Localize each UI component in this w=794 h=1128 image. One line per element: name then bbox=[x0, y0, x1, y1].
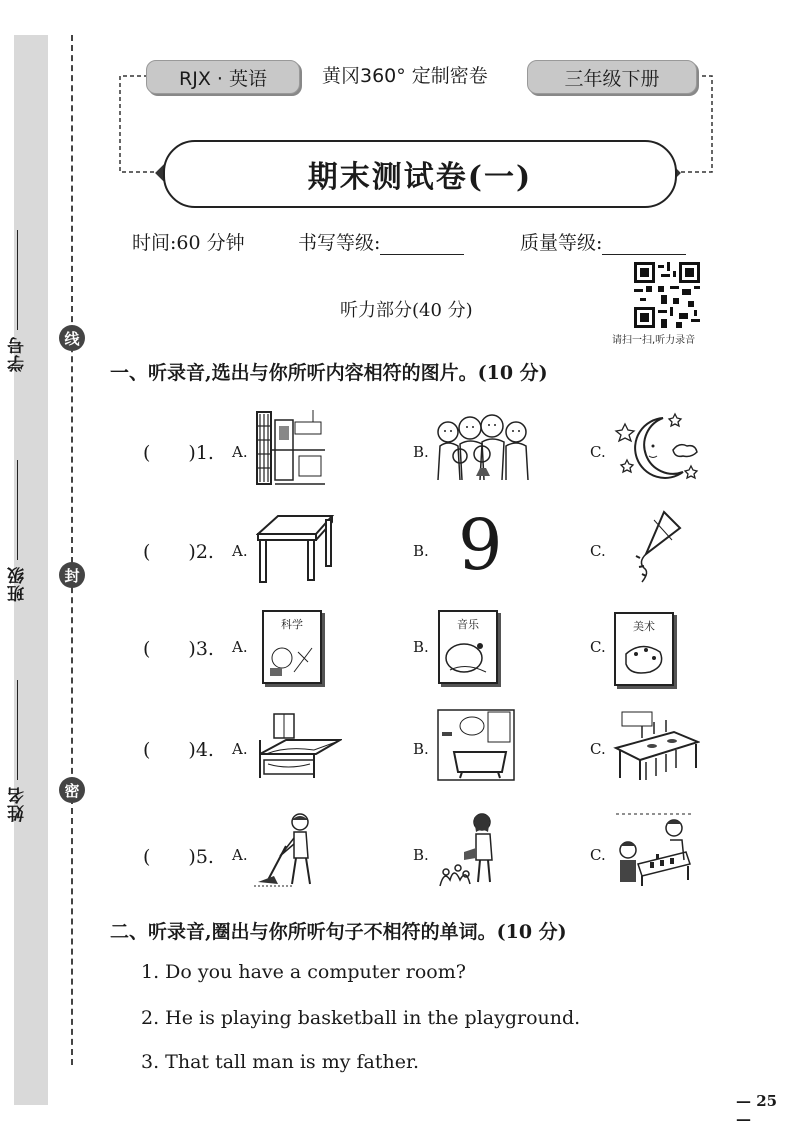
q2-number: ( )2. bbox=[143, 541, 214, 563]
q2-option-b-label: B. bbox=[413, 542, 429, 560]
q3-option-a-label: A. bbox=[232, 638, 248, 656]
writing-grade-blank bbox=[380, 232, 464, 255]
section2-title: 二、听录音,圈出与你所听句子不相符的单词。(10 分) bbox=[110, 921, 567, 943]
number-nine[interactable]: 9 bbox=[458, 504, 503, 586]
science-book-title: 科学 bbox=[281, 618, 303, 631]
q5-option-a-label: A. bbox=[232, 846, 248, 864]
grade-pill: 三年级下册 bbox=[527, 60, 697, 94]
sentence-1: 1. Do you have a computer room? bbox=[141, 961, 466, 983]
kite-picture[interactable] bbox=[624, 510, 682, 586]
class-label: 班级 bbox=[7, 566, 28, 602]
qr-caption: 请扫一扫,听力录音 bbox=[612, 335, 696, 346]
q3-number: ( )3. bbox=[143, 638, 214, 660]
playing-chess-picture[interactable] bbox=[614, 812, 694, 888]
quality-grade-blank bbox=[602, 232, 686, 255]
time-info: 时间:60 分钟 bbox=[132, 232, 245, 254]
listening-part-title: 听力部分(40 分) bbox=[340, 300, 473, 321]
sentence-2: 2. He is playing basketball in the playground. bbox=[141, 1007, 581, 1029]
writing-grade bbox=[298, 228, 464, 255]
desk-picture[interactable] bbox=[256, 512, 336, 584]
sweeping-floor-picture[interactable] bbox=[254, 810, 324, 890]
q1-option-a-label: A. bbox=[232, 443, 248, 461]
q5-option-c-label: C. bbox=[590, 846, 606, 864]
science-book[interactable] bbox=[262, 610, 322, 684]
q5-number: ( )5. bbox=[143, 846, 214, 868]
family-picture[interactable] bbox=[430, 410, 540, 482]
q5-option-b-label: B. bbox=[413, 846, 429, 864]
quality-grade-label: 质量等级: bbox=[520, 232, 603, 254]
library-picture[interactable] bbox=[255, 408, 327, 486]
sentence-3: 3. That tall man is my father. bbox=[141, 1051, 420, 1073]
q4-number: ( )4. bbox=[143, 739, 214, 761]
series-title: 黄冈360° 定制密卷 bbox=[322, 65, 488, 87]
student-id-line bbox=[17, 230, 18, 330]
q2-option-a-label: A. bbox=[232, 542, 248, 560]
class-line bbox=[17, 460, 18, 560]
q1-option-b-label: B. bbox=[413, 443, 429, 461]
music-book-art bbox=[440, 632, 492, 678]
q4-option-a-label: A. bbox=[232, 740, 248, 758]
dining-room-picture[interactable] bbox=[612, 708, 700, 782]
seal-line-badge: 线 bbox=[59, 325, 85, 351]
quality-grade bbox=[520, 228, 686, 255]
q1-number: ( )1. bbox=[143, 442, 214, 464]
writing-grade-label: 书写等级: bbox=[298, 232, 381, 254]
q3-option-b-label: B. bbox=[413, 638, 429, 656]
q3-option-c-label: C. bbox=[590, 638, 606, 656]
watering-flowers-picture[interactable] bbox=[436, 810, 508, 890]
page-title: 期末测试卷(一) bbox=[163, 140, 677, 208]
student-id-field bbox=[0, 230, 34, 372]
q1-option-c-label: C. bbox=[590, 443, 606, 461]
music-book-title: 音乐 bbox=[457, 618, 479, 631]
class-field bbox=[0, 460, 34, 602]
binding-dashed-line bbox=[71, 35, 73, 1065]
section1-title: 一、听录音,选出与你所听内容相符的图片。(10 分) bbox=[110, 362, 548, 384]
art-book-art bbox=[616, 634, 668, 680]
name-label: 姓名 bbox=[7, 786, 28, 822]
science-book-art bbox=[264, 632, 316, 678]
art-book-title: 美术 bbox=[633, 620, 655, 633]
music-book[interactable] bbox=[438, 610, 498, 684]
name-line bbox=[17, 680, 18, 780]
student-id-label: 学号 bbox=[7, 336, 28, 372]
seal-secret-badge: 密 bbox=[59, 777, 85, 803]
q4-option-c-label: C. bbox=[590, 740, 606, 758]
moon-night-picture[interactable] bbox=[613, 410, 703, 486]
art-book[interactable] bbox=[614, 612, 674, 686]
bedroom-picture[interactable] bbox=[256, 710, 342, 780]
name-field bbox=[0, 680, 34, 822]
bathroom-picture[interactable] bbox=[436, 708, 516, 782]
seal-seal-badge: 封 bbox=[59, 562, 85, 588]
subject-pill: RJX · 英语 bbox=[146, 60, 300, 94]
qr-code[interactable] bbox=[634, 262, 700, 328]
q2-option-c-label: C. bbox=[590, 542, 606, 560]
q4-option-b-label: B. bbox=[413, 740, 429, 758]
page-number: — 25 — bbox=[736, 1092, 778, 1128]
